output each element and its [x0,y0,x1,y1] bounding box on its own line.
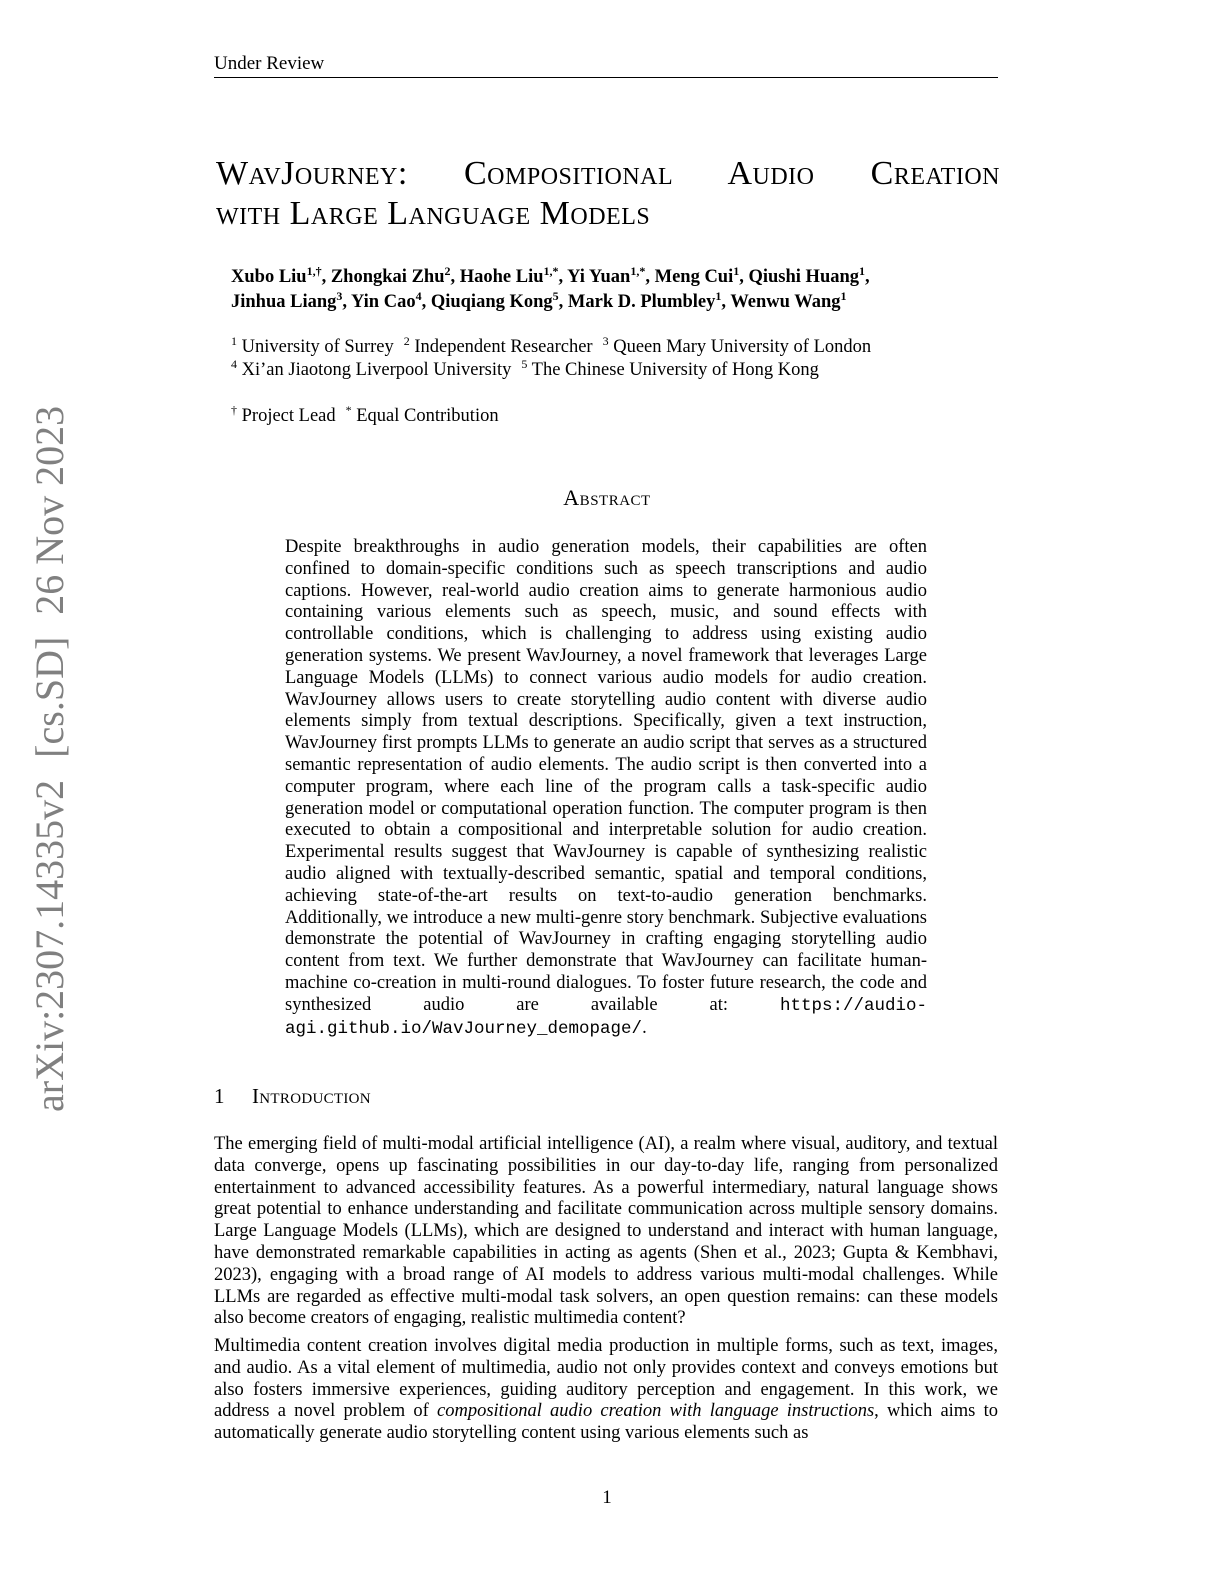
arxiv-stamp [27,405,72,1112]
emphasized-phrase: compositional audio creation with language instructions [437,1401,875,1422]
author: Meng Cui$^1$ [654,263,740,287]
intro-paragraph-2: Multimedia content creation involves digital media production in multiple forms, such as text, images, and audio. As a vital element of multimedia, audio not only provides context and conveys emotions but also fosters immersive experiences, guiding auditory perception and engagement. In this work, we address a novel problem of compositional audio creation with language instructions, which aims to automatically generate audio storytelling content using various elements such as [214,1336,999,1444]
paper-title [216,154,1000,234]
author: Xubo Liu$^{1,\dagger}$ [231,263,322,287]
author: Yi Yuan$^{1,*}$ [567,263,646,287]
running-header: Under Review [214,53,325,74]
affiliation: $^4$ Xi’an Jiaotong Liverpool University [231,356,512,380]
author: Jinhua Liang$^3$ [231,288,343,312]
affiliation: $^1$ University of Surrey [231,333,394,357]
abstract-heading: Abstract [563,485,651,510]
author-list: Xubo Liu$^{1,\dagger}$, Zhongkai Zhu$^2$, Haohe Liu$^{1,*}$, Yi Yuan$^{1,*}$, Meng Cui$^1$, Qiushi Huang$^1$, Jinhua Liang$^3$, Yin Cao$^4$, Qiuqiang Kong$^5$, Mark D. Plumbley$^1$, Wenwu Wang$^1$ [231,263,870,312]
section-number: 1 [214,1084,225,1108]
header-rule [214,77,998,78]
demo-page-link[interactable]: https://audio-agi.github.io/WavJourney_demopage/ [285,995,927,1039]
section-heading [214,1083,998,1109]
affiliation: $^5$ The Chinese University of Hong Kong [521,356,819,380]
title-line-2: with Large Language Models [216,195,651,232]
arxiv-date: 26 Nov 2023 [27,405,72,615]
author: Qiushi Huang$^1$ [748,263,866,287]
author: Qiuqiang Kong$^5$ [430,288,559,312]
author: Mark D. Plumbley$^1$ [567,288,722,312]
section-title: Introduction [252,1084,371,1108]
equal-contribution-note: Equal Contribution [356,406,499,426]
arxiv-id: arXiv:2307.14335v2 [27,779,72,1112]
author: Haohe Liu$^{1,*}$ [459,263,559,287]
affiliation: $^3$ Queen Mary University of London [602,333,872,357]
author: Zhongkai Zhu$^2$ [330,263,451,287]
author: Yin Cao$^4$ [350,288,422,312]
intro-paragraph-1: The emerging field of multi-modal artificial intelligence (AI), a realm where visual, auditory, and textual data converge, opens up fascinating possibilities in our day-to-day life, ranging from personalized entertainment to advanced accessibility features. As a powerful intermediary, natural language shows great potential to enhance understanding and facilitate communication across multiple sensory domains. Large Language Models (LLMs), which are designed to understand and interact with human language, have demonstrated remarkable capabilities in acting as agents (Shen et al., 2023; Gupta & Kembhavi, 2023), engaging with a broad range of AI models to address various multi-modal challenges. While LLMs are regarded as effective multi-modal task solvers, an open question remains: can these models also become creators of engaging, realistic multimedia content? [214,1134,998,1329]
author: Wenwu Wang$^1$ [730,288,847,312]
title-line-1: WavJourney: Compositional Audio Creation [216,155,1000,192]
abstract-body: Despite breakthroughs in audio generation models, their capabilities are often confined to domain-specific conditions such as speech transcriptions and audio captions. However, real-world audio creation aims to generate harmonious audio containing various elements such as speech, music, and sound effects with controllable conditions, which is challenging to address using existing audio generation systems. We present WavJourney, a novel framework that leverages Large Language Models (LLMs) to connect various audio models for audio creation. WavJourney allows users to create storytelling audio content with diverse audio elements simply from textual descriptions. Specifically, given a text instruction, WavJourney first prompts LLMs to generate an audio script that serves as a structured semantic representation of audio elements. The audio script is then converted into a computer program, where each line of the program calls a task-specific audio generation model or computational operation function. The computer program is then executed to obtain a compositional and interpretable solution for audio creation. Experimental results suggest that WavJourney is capable of synthesizing realistic audio aligned with textually-described semantic, spatial and temporal conditions, achieving state-of-the-art results on text-to-audio generation benchmarks. Additionally, we introduce a new multi-genre story benchmark. Subjective evaluations demonstrate the potential of WavJourney in crafting engaging storytelling audio content from text. We further demonstrate that WavJourney can facilitate human-machine co-creation in multi-round dialogues. To foster future research, the code and synthesized audio are available at: https://audio-agi.github.io/WavJourney_demopage/. [285,537,927,1039]
affiliation: $^2$ Independent Researcher [403,333,593,357]
author-notes: † Project Lead * Equal Contribution [231,402,499,426]
project-lead-note: Project Lead [241,406,336,426]
affiliations [231,333,991,382]
arxiv-category: [cs.SD] [27,636,72,758]
page-number: 1 [602,1487,612,1508]
